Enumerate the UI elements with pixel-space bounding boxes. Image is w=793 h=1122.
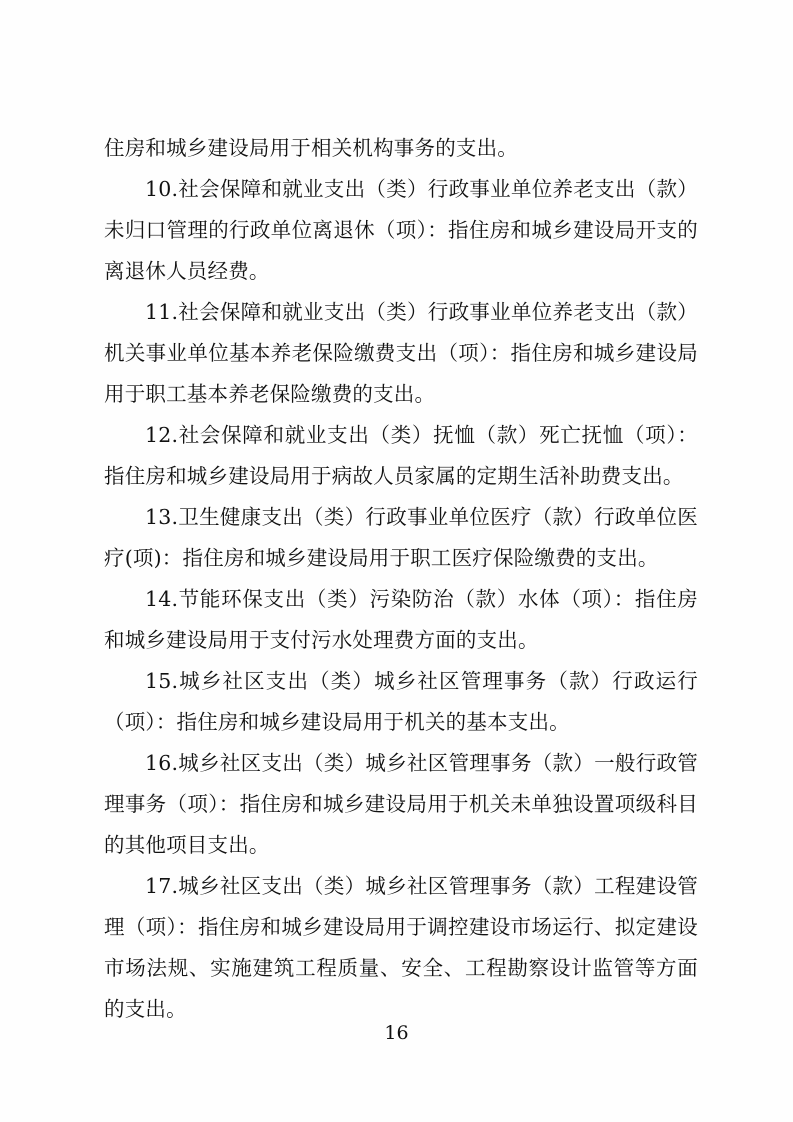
paragraph: 13.卫生健康支出（类）行政事业单位医疗（款）行政单位医疗(项)：指住房和城乡建设局用于职工医疗保险缴费的支出。 [104, 505, 698, 570]
paragraph: 11.社会保障和就业支出（类）行政事业单位养老支出（款）机关事业单位基本养老保险缴费支出（项）：指住房和城乡建设局用于职工基本养老保险缴费的支出。 [104, 300, 698, 406]
paragraph: 住房和城乡建设局用于相关机构事务的支出。 [104, 136, 518, 160]
paragraph: 12.社会保障和就业支出（类）抚恤（款）死亡抚恤（项）：指住房和城乡建设局用于病故人员家属的定期生活补助费支出。 [104, 423, 698, 488]
page-number: 16 [384, 1022, 409, 1044]
paragraph: 14.节能环保支出（类）污染防治（款）水体（项）：指住房和城乡建设局用于支付污水处理费方面的支出。 [104, 587, 698, 652]
paragraph: 15.城乡社区支出（类）城乡社区管理事务（款）行政运行（项）：指住房和城乡建设局用于机关的基本支出。 [104, 669, 698, 734]
paragraph: 17.城乡社区支出（类）城乡社区管理事务（款）工程建设管理（项）：指住房和城乡建设局用于调控建设市场运行、拟定建设市场法规、实施建筑工程质量、安全、工程勘察设计监管等方面的支出。 [104, 874, 698, 1021]
paragraph: 10.社会保障和就业支出（类）行政事业单位养老支出（款）未归口管理的行政单位离退休（项）：指住房和城乡建设局开支的离退休人员经费。 [104, 177, 698, 283]
document-body [104, 128, 698, 1030]
paragraph: 16.城乡社区支出（类）城乡社区管理事务（款）一般行政管理事务（项）：指住房和城乡建设局用于机关未单独设置项级科目的其他项目支出。 [104, 751, 698, 857]
